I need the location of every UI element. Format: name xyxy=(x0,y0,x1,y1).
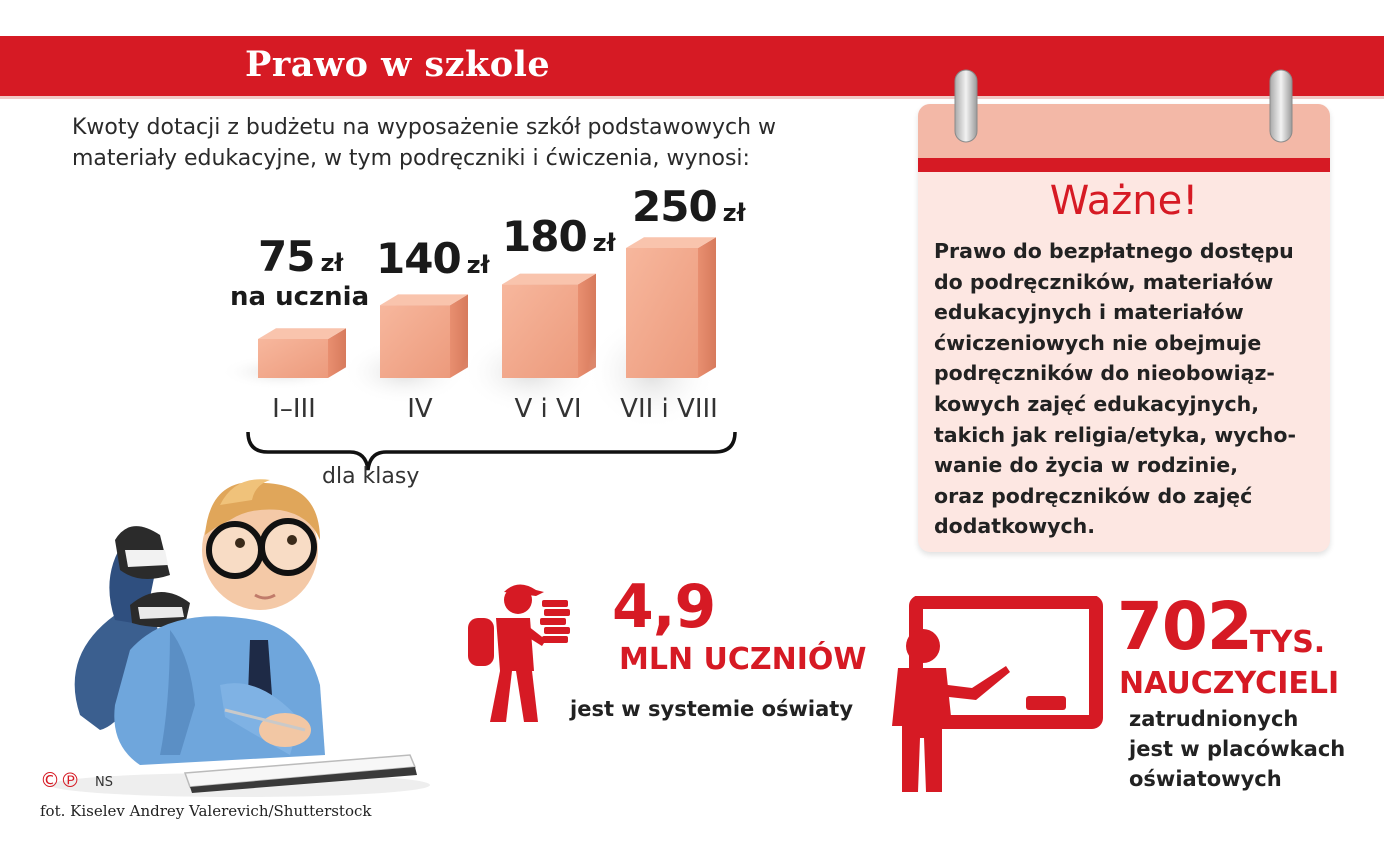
students-count: 4,9 xyxy=(612,572,716,642)
student-with-books-icon xyxy=(460,576,580,726)
amount-label-3: 180 zł xyxy=(502,212,616,261)
copyright-icon: ©℗ xyxy=(40,768,80,792)
subsidy-block-1 xyxy=(258,339,328,378)
card-line: edukacyjnych i materiałów xyxy=(934,300,1244,325)
card-red-stripe xyxy=(918,158,1330,172)
card-line: podręczników do nieobowiąz- xyxy=(934,361,1275,386)
teachers-unit-thousands: TYS. xyxy=(1250,625,1326,660)
amount-label-1: 75 zł xyxy=(258,232,344,281)
copyright-note: NS xyxy=(95,775,113,790)
students-description: jest w systemie oświaty xyxy=(570,697,854,721)
card-line: kowych zajęć edukacyjnych, xyxy=(934,391,1260,416)
teachers-description xyxy=(1129,704,1369,794)
amount-label-2: 140 zł xyxy=(376,234,490,283)
card-line: do podręczników, materiałów xyxy=(934,269,1274,294)
binder-rings-icon xyxy=(945,66,1305,150)
subsidy-block-2 xyxy=(380,305,450,378)
card-line: takich jak religia/etyka, wycho- xyxy=(934,422,1296,447)
card-line: oraz podręczników do zajęć xyxy=(934,483,1253,508)
class-label-2: IV xyxy=(407,394,433,424)
class-label-3: V i VI xyxy=(514,394,582,424)
card-line: dodatkowych. xyxy=(934,514,1096,539)
amount-label-4: 250 zł xyxy=(632,182,746,231)
teachers-count: 702 xyxy=(1117,588,1252,665)
bracket-label: dla klasy xyxy=(322,464,420,489)
intro-text: Kwoty dotacji z budżetu na wyposażenie szkół podstawowych w materiały edukacyjne, w tym podręczniki i ćwiczenia, wynosi: xyxy=(72,115,777,171)
teachers-unit: NAUCZYCIELI xyxy=(1119,666,1340,701)
teachers-description-line: zatrudnionych xyxy=(1129,707,1299,731)
card-title: Ważne! xyxy=(1049,178,1199,224)
students-unit: MLN UCZNIÓW xyxy=(619,642,867,677)
card-line: wanie do życia w rodzinie, xyxy=(934,453,1238,478)
card-line: Prawo do bezpłatnego dostępu xyxy=(934,239,1294,263)
class-label-4: VII i VIII xyxy=(620,394,718,424)
subsidy-block-4 xyxy=(626,248,698,378)
teacher-at-whiteboard-icon xyxy=(880,596,1110,796)
block-side xyxy=(698,237,716,378)
page-title: Prawo w szkole xyxy=(245,44,551,85)
card-body xyxy=(934,236,1326,542)
photo-credit: fot. Kiselev Andrey Valerevich/Shutterstock xyxy=(40,802,372,820)
card-line: ćwiczeniowych nie obejmuje xyxy=(934,330,1262,355)
per-student-label: na ucznia xyxy=(230,282,370,312)
child-with-glasses-illustration xyxy=(20,455,430,800)
teachers-description-line: jest w placówkach xyxy=(1129,737,1346,761)
teachers-description-line: oświatowych xyxy=(1129,767,1282,791)
class-label-1: I–III xyxy=(272,394,316,424)
subsidy-block-3 xyxy=(502,284,578,378)
